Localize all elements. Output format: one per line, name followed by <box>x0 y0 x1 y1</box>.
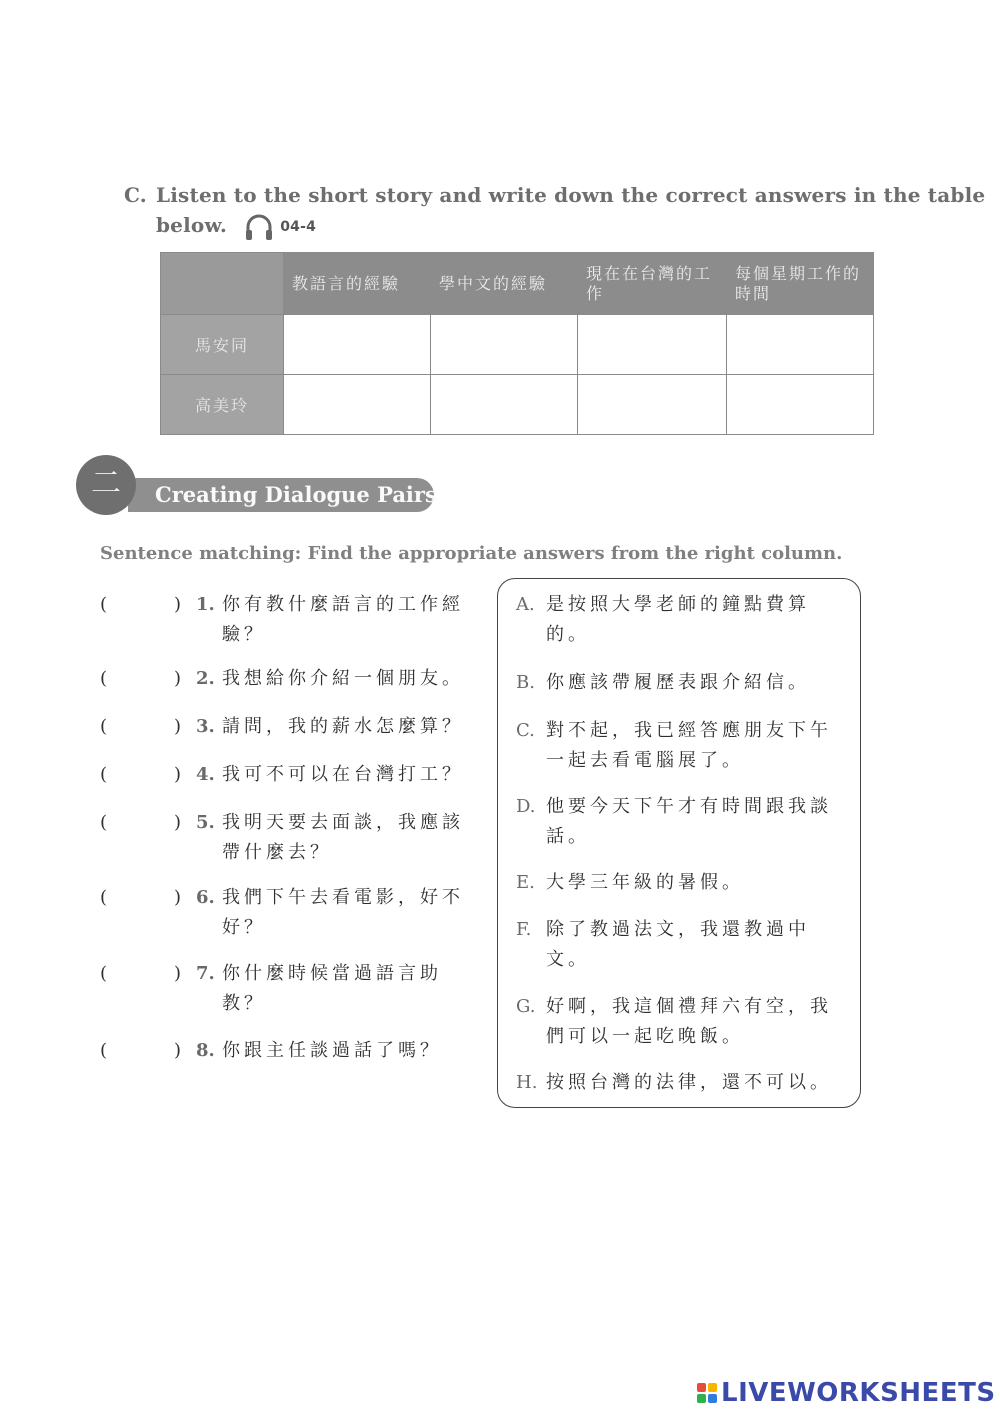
question-number: 2. <box>196 668 215 689</box>
table-header: 教語言的經驗 <box>284 253 431 315</box>
section-c-line1: Listen to the short story and write down the correct answers in the table <box>156 183 986 207</box>
answer-text: 大學三年級的暑假。 <box>546 872 744 893</box>
answer-option <box>516 868 856 898</box>
answer-blank-open[interactable]: ( <box>100 1040 108 1061</box>
answer-option <box>516 668 856 698</box>
answer-blank-close: ) <box>174 812 182 833</box>
answer-letter: F. <box>516 919 532 940</box>
question-item <box>100 883 480 943</box>
logo-text: LIVEWORKSHEETS <box>721 1378 996 1408</box>
answer-blank-open[interactable]: ( <box>100 716 108 737</box>
answer-option <box>516 716 856 776</box>
answer-option <box>516 590 856 650</box>
question-number: 5. <box>196 812 215 833</box>
answer-blank-open[interactable]: ( <box>100 812 108 833</box>
answer-cell[interactable] <box>284 315 431 375</box>
audio-track-number: 04-4 <box>280 218 317 235</box>
answer-blank-open[interactable]: ( <box>100 668 108 689</box>
section-c-heading <box>124 180 985 242</box>
question-item <box>100 760 480 790</box>
question-text: 你有教什麼語言的工作經驗？ <box>222 594 464 645</box>
section-letter: C. <box>124 183 147 207</box>
answer-blank-close: ) <box>174 963 182 984</box>
answer-option <box>516 992 856 1052</box>
answer-letter: H. <box>516 1072 538 1093</box>
table-header: 現在在台灣的工作 <box>578 253 727 315</box>
section-c-line2: below. <box>156 213 228 237</box>
answer-blank-close: ) <box>174 887 182 908</box>
answer-cell[interactable] <box>727 315 874 375</box>
table-row-header: 高美玲 <box>161 375 284 435</box>
liveworksheets-logo <box>697 1378 996 1408</box>
answer-text: 他要今天下午才有時間跟我談話。 <box>546 796 832 847</box>
answer-cell[interactable] <box>431 375 578 435</box>
answer-cell[interactable] <box>431 315 578 375</box>
answer-blank-open[interactable]: ( <box>100 887 108 908</box>
section-title: Creating Dialogue Pairs <box>155 482 437 507</box>
answer-cell[interactable] <box>578 315 727 375</box>
question-item <box>100 712 480 742</box>
answer-option <box>516 915 856 975</box>
table-row <box>161 375 874 435</box>
answer-blank-close: ) <box>174 716 182 737</box>
question-number: 7. <box>196 963 215 984</box>
answer-blank-close: ) <box>174 764 182 785</box>
answer-text: 是按照大學老師的鐘點費算的。 <box>546 594 810 645</box>
table-row-header: 馬安同 <box>161 315 284 375</box>
answer-option <box>516 1068 856 1098</box>
question-text: 我明天要去面談，我應該帶什麼去？ <box>222 812 464 863</box>
logo-mark-icon <box>697 1383 717 1403</box>
question-text: 你跟主任談過話了嗎？ <box>222 1040 442 1061</box>
question-item <box>100 664 480 694</box>
question-text: 我們下午去看電影，好不好？ <box>222 887 464 938</box>
answer-text: 你應該帶履歷表跟介紹信。 <box>546 672 810 693</box>
question-item <box>100 808 480 868</box>
answer-text: 好啊，我這個禮拜六有空，我們可以一起吃晚飯。 <box>546 996 832 1047</box>
answer-text: 按照台灣的法律，還不可以。 <box>546 1072 832 1093</box>
question-text: 我可不可以在台灣打工？ <box>222 764 464 785</box>
logo-square <box>708 1383 717 1392</box>
question-number: 1. <box>196 594 215 615</box>
question-item <box>100 1036 480 1066</box>
table-row <box>161 315 874 375</box>
answer-blank-open[interactable]: ( <box>100 963 108 984</box>
answer-letter: D. <box>516 796 536 817</box>
table-header: 每個星期工作的時間 <box>727 253 874 315</box>
answer-cell[interactable] <box>578 375 727 435</box>
question-item <box>100 590 480 650</box>
question-number: 8. <box>196 1040 215 1061</box>
answer-letter: B. <box>516 672 535 693</box>
answer-blank-close: ) <box>174 668 182 689</box>
question-text: 請問，我的薪水怎麼算？ <box>222 716 464 737</box>
answer-cell[interactable] <box>727 375 874 435</box>
answer-text: 對不起，我已經答應朋友下午一起去看電腦展了。 <box>546 720 832 771</box>
question-number: 4. <box>196 764 215 785</box>
instruction-text: Sentence matching: Find the appropriate answers from the right column. <box>100 543 843 564</box>
answer-blank-open[interactable]: ( <box>100 764 108 785</box>
answer-letter: G. <box>516 996 536 1017</box>
listening-table <box>160 252 874 435</box>
question-text: 我想給你介紹一個朋友。 <box>222 668 464 689</box>
question-number: 3. <box>196 716 215 737</box>
audio-reference <box>244 212 316 242</box>
logo-square <box>697 1394 706 1403</box>
question-number: 6. <box>196 887 215 908</box>
table-header: 學中文的經驗 <box>431 253 578 315</box>
answer-cell[interactable] <box>284 375 431 435</box>
logo-square <box>697 1383 706 1392</box>
answer-letter: C. <box>516 720 535 741</box>
answer-blank-open[interactable]: ( <box>100 594 108 615</box>
answer-letter: E. <box>516 872 535 893</box>
answer-blank-close: ) <box>174 594 182 615</box>
answer-letter: A. <box>516 594 535 615</box>
answer-blank-close: ) <box>174 1040 182 1061</box>
question-item <box>100 959 480 1019</box>
question-text: 你什麼時候當過語言助教？ <box>222 963 442 1014</box>
section-number-badge: 二 <box>76 455 136 515</box>
logo-square <box>708 1394 717 1403</box>
table-corner <box>161 253 284 315</box>
table-header-row <box>161 253 874 315</box>
headphones-icon <box>244 213 274 241</box>
answer-option <box>516 792 856 852</box>
answer-text: 除了教過法文，我還教過中文。 <box>546 919 810 970</box>
